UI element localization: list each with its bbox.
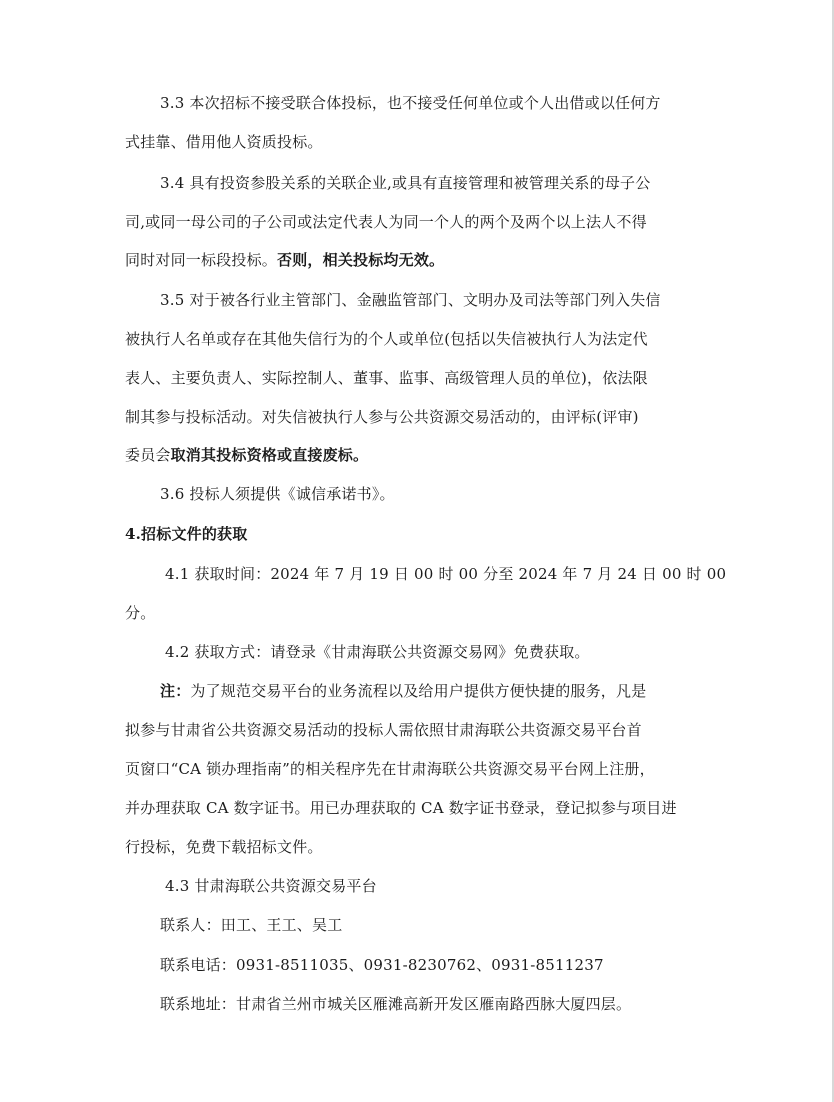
- contact-address: 联系地址：甘肃省兰州市城关区雁滩高新开发区雁南路西脉大厦四层。: [160, 995, 632, 1013]
- para-3-3-line-1: 3.3 本次招标不接受联合体投标，也不接受任何单位或个人出借或以任何方: [160, 94, 661, 112]
- note-line-2: 拟参与甘肃省公共资源交易活动的投标人需依照甘肃海联公共资源交易平台首: [125, 721, 642, 739]
- para-3-5-line-4: 制其参与投标活动。对失信被执行人参与公共资源交易活动的，由评标(评审): [125, 408, 639, 426]
- para-3-5-bold-text: 取消其投标资格或直接废标。: [170, 446, 369, 464]
- para-3-5-line-1: 3.5 对于被各行业主管部门、金融监管部门、文明办及司法等部门列入失信: [160, 291, 661, 309]
- note-line-1: [160, 680, 646, 702]
- para-3-4-text: 同时对同一标段投标。: [125, 251, 278, 269]
- para-3-3-line-2: 式挂靠、借用他人资质投标。: [125, 133, 323, 151]
- para-3-4-line-1: 3.4 具有投资参股关系的关联企业,或具有直接管理和被管理关系的母子公: [160, 174, 651, 192]
- note-line-4: 并办理获取 CA 数字证书。用已办理获取的 CA 数字证书登录，登记拟参与项目进: [125, 799, 677, 817]
- para-4-1-line-1: 4.1 获取时间：2024 年 7 月 19 日 00 时 00 分至 2024 年 7 月 24 日 00 时 00: [165, 565, 727, 583]
- section-4-heading: 4.招标文件的获取: [125, 525, 248, 543]
- para-3-5-line-3: 表人、主要负责人、实际控制人、董事、监事、高级管理人员的单位)，依法限: [125, 369, 648, 387]
- para-3-5-text: 委员会: [125, 446, 171, 464]
- note-label: 注：: [160, 682, 191, 700]
- para-3-4-bold-text: 否则，相关投标均无效。: [277, 251, 445, 269]
- contact-person: 联系人：田工、王工、吴工: [160, 916, 343, 934]
- para-3-5-line-5: [125, 444, 368, 466]
- para-4-1-line-2: 分。: [125, 604, 156, 622]
- para-3-4-line-3: [125, 249, 444, 271]
- contact-phone: 联系电话：0931-8511035、0931-8230762、0931-8511237: [160, 956, 604, 974]
- para-4-2-line-1: 4.2 获取方式：请登录《甘肃海联公共资源交易网》免费获取。: [165, 643, 590, 661]
- note-line-5: 行投标，免费下载招标文件。: [125, 838, 323, 856]
- para-3-6-line-1: 3.6 投标人须提供《诚信承诺书》。: [160, 485, 395, 503]
- note-line-3: 页窗口“CA 锁办理指南”的相关程序先在甘肃海联公共资源交易平台网上注册，: [125, 760, 655, 778]
- note-text: 为了规范交易平台的业务流程以及给用户提供方便快捷的服务，凡是: [190, 682, 647, 700]
- para-4-3-line-1: 4.3 甘肃海联公共资源交易平台: [165, 877, 377, 895]
- para-3-4-line-2: 司,或同一母公司的子公司或法定代表人为同一个人的两个及两个以上法人不得: [125, 213, 647, 231]
- para-3-5-line-2: 被执行人名单或存在其他失信行为的个人或单位(包括以失信被执行人为法定代: [125, 330, 648, 348]
